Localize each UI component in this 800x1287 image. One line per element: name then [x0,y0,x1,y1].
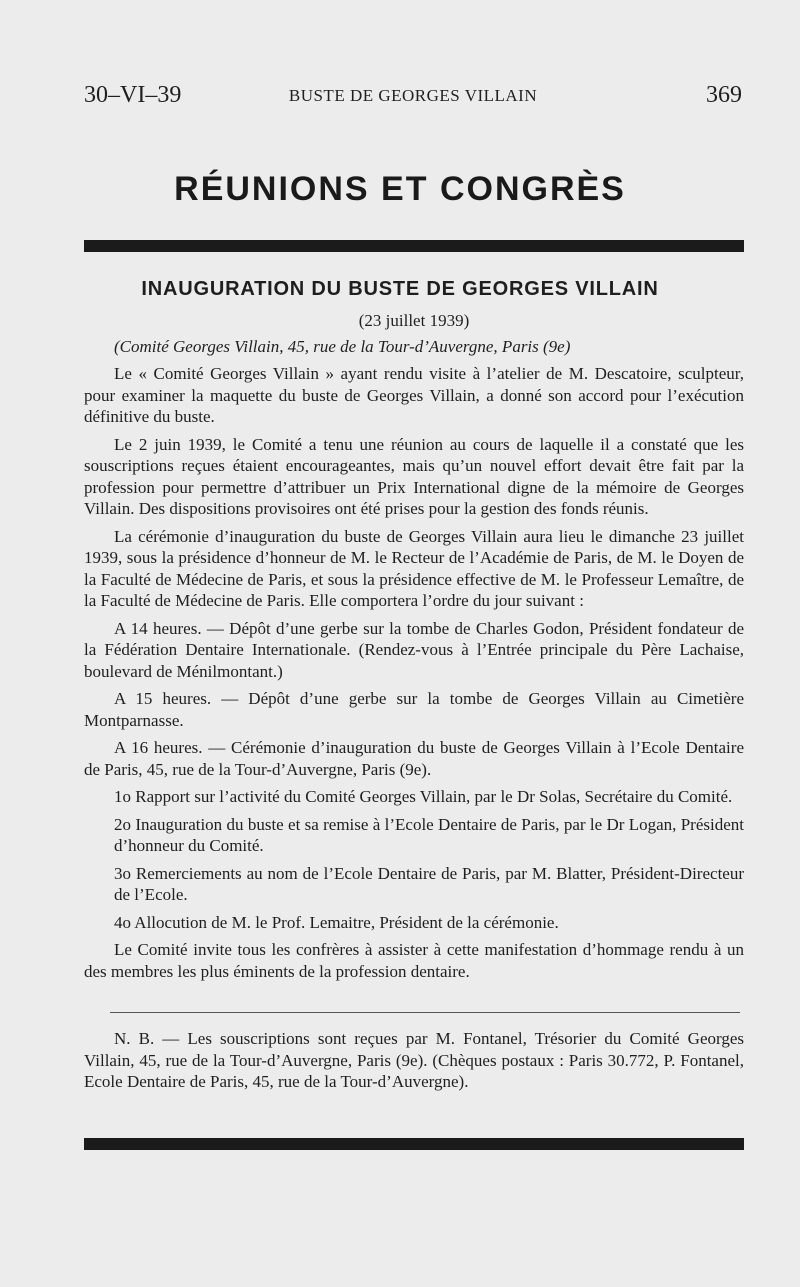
running-header [84,80,742,114]
divider-bottom [84,1138,744,1150]
paragraph-2: Le 2 juin 1939, le Comité a tenu une réunion au cours de laquelle il a constaté que les souscriptions reçues étaient encourageantes, mais qu’un nouvel effort devait être fait par la profession pour permettre d’attribuer un Prix International digne de la mémoire de Georges Villain. Des dispositions provisoires ont été prises pour la gestion des fonds réunis. [84,434,744,518]
agenda-item-1: 1o Rapport sur l’activité du Comité Georges Villain, par le Dr Solas, Secrétaire du Comité. [114,787,733,806]
date-line: (23 juillet 1939) [358,311,470,330]
divider-top [84,240,744,252]
committee-line: (Comité Georges Villain, 45, rue de la Tour-d’Auvergne, Paris (9e) [114,336,571,356]
agenda-item-4: 4o Allocution de M. le Prof. Lemaitre, Président de la cérémonie. [114,912,559,932]
section-title: RÉUNIONS ET CONGRÈS [174,170,626,208]
footnote [84,1028,744,1093]
agenda-item-2: 2o Inauguration du buste et sa remise à l’Ecole Dentaire de Paris, par le Dr Logan, Président d’honneur du Comité. [114,814,744,855]
article-body [84,310,744,988]
paragraph-3: La cérémonie d’inauguration du buste de Georges Villain aura lieu le dimanche 23 juillet 1939, sous la présidence d’honneur de M. le Recteur de l’Académie de Paris, de M. le Doyen de la Faculté de Médecine de Paris, et sous la présidence effective de M. le Professeur Lemaître, de la Faculté de Médecine de Paris. Elle comportera l’ordre du jour suivant : [84,526,744,610]
note-text: N. B. — Les souscriptions sont reçues par M. Fontanel, Trésorier du Comité Georges Villain, 45, rue de la Tour-d’Auvergne, Paris (9e). (Chèques postaux : Paris 30.772, P. Fontanel, Ecole Dentaire de Paris, 45, rue de la Tour-d’Auvergne). [84,1029,744,1091]
paragraph-5: A 15 heures. — Dépôt d’une gerbe sur la tombe de Georges Villain au Cimetière Montparnasse. [84,689,744,730]
header-date: 30–VI–39 [84,82,182,108]
paragraph-1: Le « Comité Georges Villain » ayant rendu visite à l’atelier de M. Descatoire, sculpteur, pour examiner la maquette du buste de Georges Villain, a donné son accord pour l’exécution définitive du buste. [84,364,744,426]
article-title: INAUGURATION DU BUSTE DE GEORGES VILLAIN [141,278,659,300]
paragraph-4: A 14 heures. — Dépôt d’une gerbe sur la tombe de Charles Godon, Président fondateur de la Fédération Dentaire Internationale. (Rendez-vous à l’Entrée principale du Père Lachaise, boulevard de Ménilmontant.) [84,618,744,681]
header-title: BUSTE DE GEORGES VILLAIN [288,86,538,105]
paragraph-6: A 16 heures. — Cérémonie d’inauguration du buste de Georges Villain à l’Ecole Dentaire de Paris, 45, rue de la Tour-d’Auvergne, Paris (9e). [84,738,744,779]
divider-note [110,1012,740,1013]
agenda-item-3: 3o Remerciements au nom de l’Ecole Dentaire de Paris, par M. Blatter, Président-Directeur de l’Ecole. [114,863,744,904]
closing-paragraph: Le Comité invite tous les confrères à assister à cette manifestation d’hommage rendu à un des membres les plus éminents de la profession dentaire. [84,940,744,981]
page-number: 369 [706,82,742,108]
